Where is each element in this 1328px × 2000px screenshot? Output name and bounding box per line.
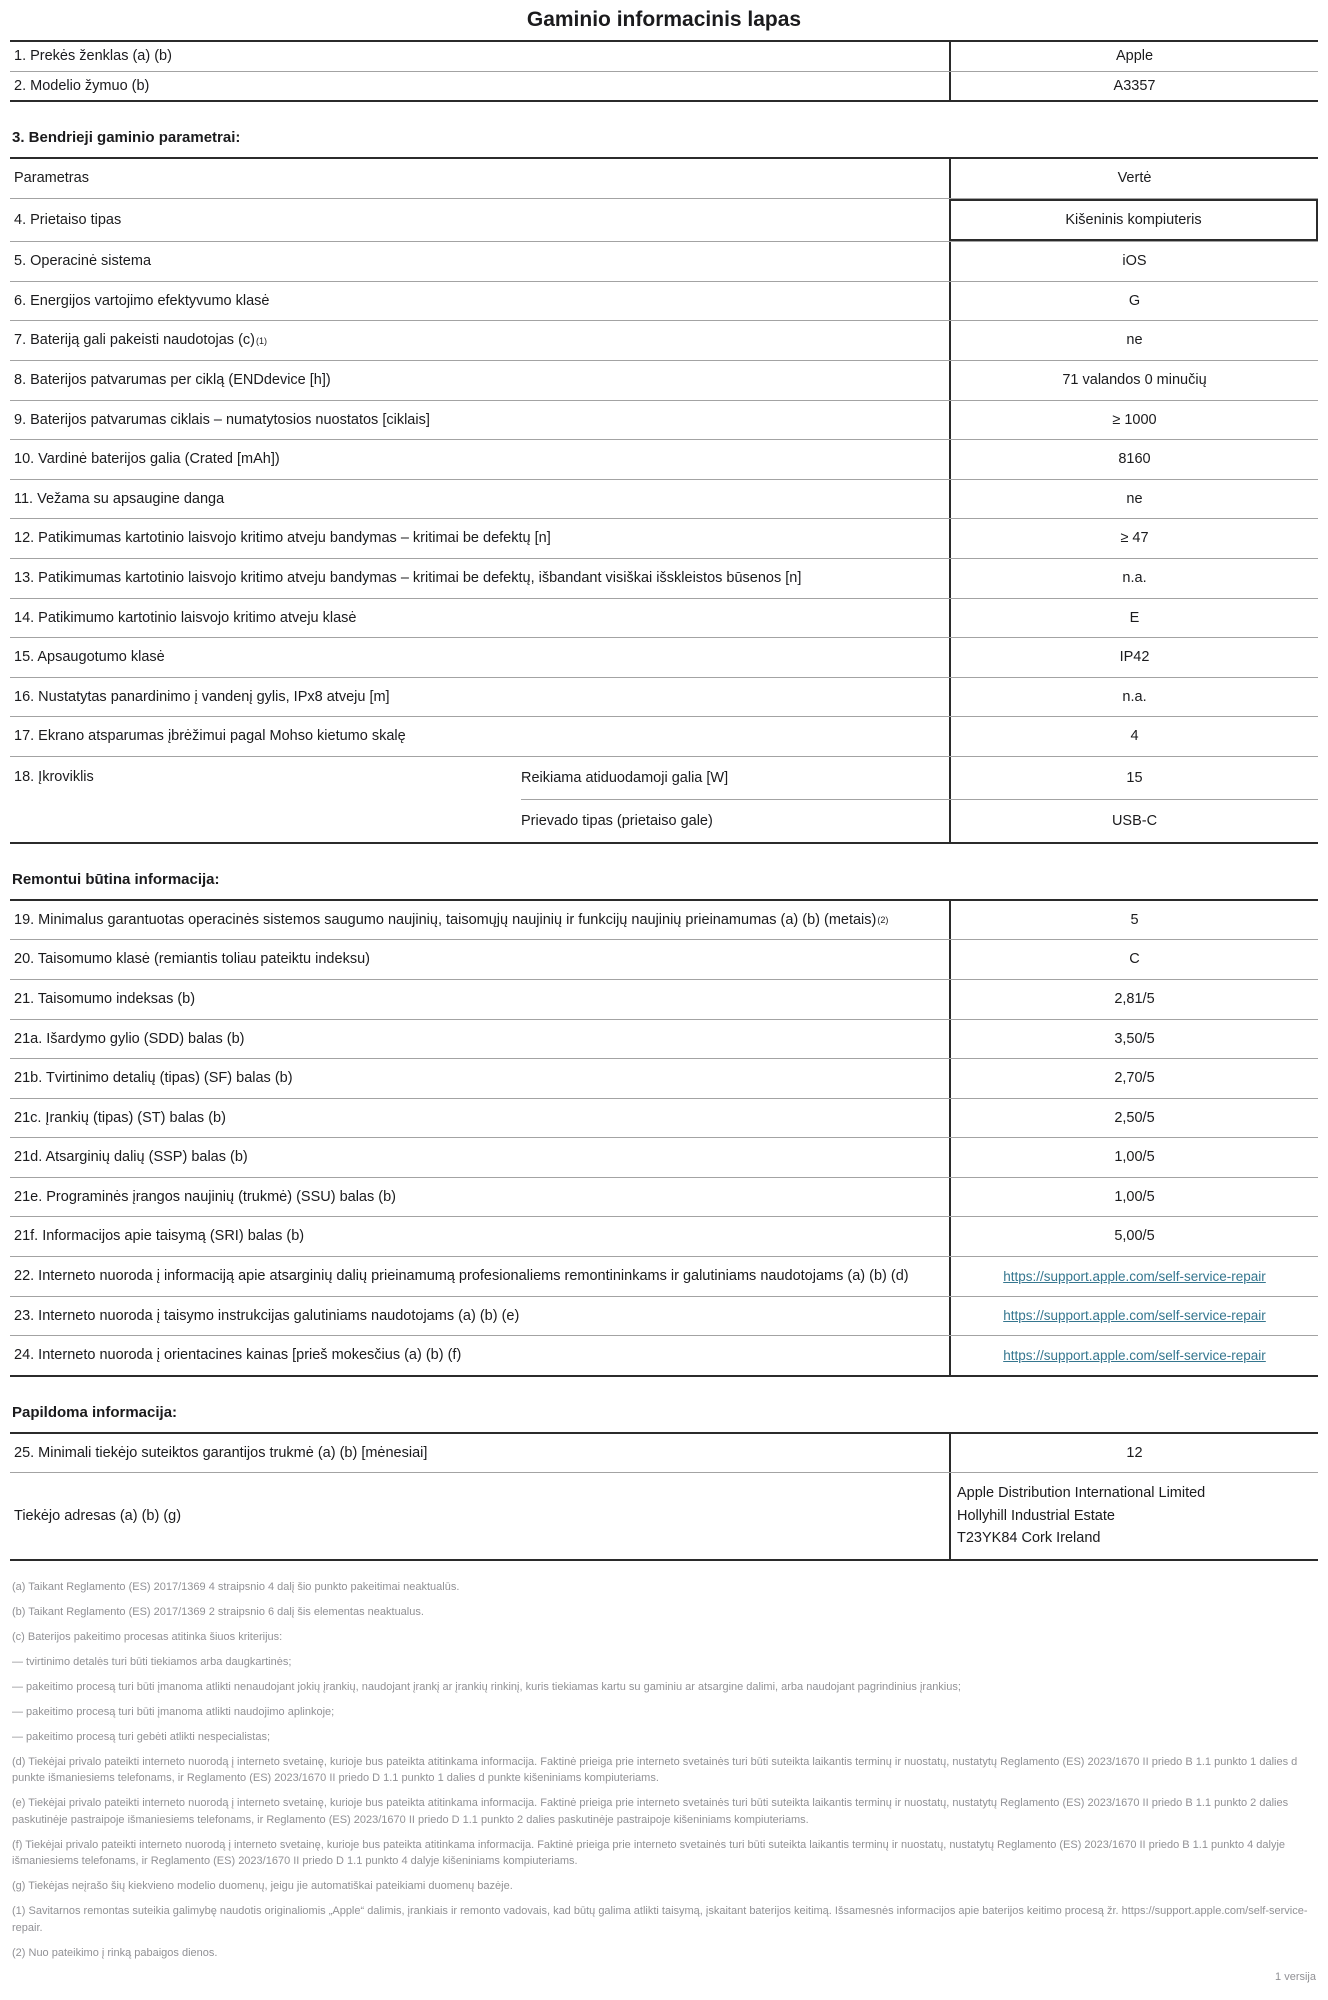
row-label: 10. Vardinė baterijos galia (Crated [mAh]) [14,451,280,468]
row-value: C [949,940,1318,979]
row-value: n.a. [949,678,1318,717]
row-value: A3357 [949,72,1318,101]
charger-subtable [521,757,1318,842]
row-value [949,1257,1318,1296]
row-label: 25. Minimali tiekėjo suteiktos garantijos trukmė (a) (b) [mėnesiai] [14,1444,428,1461]
table-row [10,400,1318,440]
footnote-criterion: — pakeitimo procesą turi būti įmanoma atlikti naudojimo aplinkoje; [12,1705,335,1718]
footnote: (c) Baterijos pakeitimo procesas atitinka šiuos kriterijus: [12,1630,283,1643]
charger-row [10,756,1318,842]
brand-model-table [10,40,1318,102]
row-label: 11. Vežama su apsaugine danga [14,490,225,507]
footnote: (d) Tiekėjai privalo pateikti interneto nuorodą į interneto svetainę, kurioje bus pateikta atitinkama informacija. Faktinė prieiga prie interneto svetainės turi būti suteikta laikantis terminų ir nuostatų, nustatytų Reglamento (ES) 2023/1670 II priedo B 1.1 punkto 1 dalies d punkte išmaniesiems telefonams, ir Reglamento (ES) 2023/1670 II priedo D 1.1 punkto 1 dalies d punkte kišeniniams kompiuteriams. [12,1755,1298,1785]
table-row [10,1472,1318,1558]
row-value: 5,00/5 [949,1217,1318,1256]
table-row [10,479,1318,519]
row-label: 19. Minimalus garantuotas operacinės sistemos saugumo naujinių, taisomųjų naujinių ir funkcijų naujinių prieinamumas (a) (b) (metais) (2) [10,901,949,940]
table-row [10,281,1318,321]
footnote: (b) Taikant Reglamento (ES) 2017/1369 2 straipsnio 6 dalį šis elementas neaktualus. [12,1605,424,1618]
footnote-criterion: — tvirtinimo detalės turi būti tiekiamos arba daugkartinės; [12,1655,292,1668]
table-row [10,558,1318,598]
row-value: n.a. [949,559,1318,598]
table-row [10,1058,1318,1098]
table-row [10,42,1318,71]
row-value: 2,50/5 [949,1099,1318,1138]
general-parameters-table [10,157,1318,844]
row-label: 4. Prietaiso tipas [14,211,122,228]
table-row [10,901,1318,940]
column-header-value: Vertė [949,159,1318,198]
row-label: 22. Interneto nuoroda į informaciją apie atsarginių dalių prieinamumą profesionaliems remontininkams ir galutiniams naudotojams (a) (b) (d) [14,1268,909,1285]
table-row [10,979,1318,1019]
footnote-criterion: — pakeitimo procesą turi būti įmanoma atlikti nenaudojant jokių įrankių, naudojant įrankį ar įrankių rinkinį, kuris tiekiamas kartu su gaminiu ar atsargine dalimi, arba naudojant pagrindinius įrankius; [12,1680,961,1693]
row-value: USB-C [949,800,1318,842]
version-label: 1 versija [1275,1971,1316,1984]
supplier-address [949,1473,1318,1558]
row-label: 15. Apsaugotumo klasė [14,649,165,666]
table-row [10,716,1318,756]
row-label: 21e. Programinės įrangos naujinių (trukmė) (SSU) balas (b) [14,1188,396,1205]
row-value: 2,81/5 [949,980,1318,1019]
footnote: (1) Savitarnos remontas suteikia galimybę naudotis originaliomis „Apple“ dalimis, įrankiais ir remonto vadovais, kad būtų galima atlikti taisymą, įskaitant baterijos keitimą. Išsamesnės informacijos apie baterijos keitimo procesą žr. https://support.apple.com/self-service-repair. [12,1905,1308,1934]
table-row [10,677,1318,717]
row-label: 7. Bateriją gali pakeisti naudotojas (c) (1) [10,321,949,360]
page-title: Gaminio informacinis lapas [526,8,802,31]
row-value: 5 [949,901,1318,940]
row-label: 21b. Tvirtinimo detalių (tipas) (SF) balas (b) [14,1070,293,1087]
self-service-repair-link[interactable]: https://support.apple.com/self-service-repair [1003,1347,1266,1363]
table-row [10,1335,1318,1375]
row-value: ne [949,321,1318,360]
footnote: (e) Tiekėjai privalo pateikti interneto nuorodą į interneto svetainę, kurioje bus pateikta atitinkama informacija. Faktinė prieiga prie interneto svetainės turi būti suteikta laikantis terminų ir nuostatų, nustatytų Reglamento (ES) 2023/1670 II priedo B 1.1 punkto 2 dalies paskutinėje pastraipoje išmaniesiems telefonams, ir Reglamento (ES) 2023/1670 II priedo D 1.1 punkto 2 dalies paskutinėje pastraipoje kišeniniams kompiuteriams. [12,1797,1289,1826]
row-value: 71 valandos 0 minučių [949,361,1318,400]
row-label: 17. Ekrano atsparumas įbrėžimui pagal Mohso kietumo skalę [14,728,406,745]
row-label: 8. Baterijos patvarumas per ciklą (ENDdevice [h]) [14,372,331,389]
row-value: 12 [949,1434,1318,1473]
row-value: ≥ 47 [949,519,1318,558]
row-value: 4 [949,717,1318,756]
row-label: 2. Modelio žymuo (b) [14,77,150,94]
row-label: 6. Energijos vartojimo efektyvumo klasė [14,292,270,309]
table-row [10,1216,1318,1256]
row-label: 1. Prekės ženklas (a) (b) [14,48,172,64]
table-row [521,757,1318,799]
row-label: 20. Taisomumo klasė (remiantis toliau pateiktu indeksu) [14,951,370,968]
row-label: 12. Patikimumas kartotinio laisvojo kritimo atveju bandymas – kritimai be defektų [n] [14,530,551,547]
row-value: ne [949,480,1318,519]
row-label: 9. Baterijos patvarumas ciklais – numatytosios nuostatos [ciklais] [14,411,430,428]
section-heading-additional-info: Papildoma informacija: [12,1403,178,1421]
row-label: 21d. Atsarginių dalių (SSP) balas (b) [14,1149,248,1166]
row-label: 18. Įkroviklis [14,768,94,785]
row-value: 8160 [949,440,1318,479]
row-sublabel: Prievado tipas (prietaiso gale) [521,812,713,829]
row-value: 2,70/5 [949,1059,1318,1098]
supplier-address-line: T23YK84 Cork Ireland [957,1530,1101,1547]
row-label: 24. Interneto nuoroda į orientacines kainas [prieš mokesčius (a) (b) (f) [14,1347,462,1364]
table-row [10,1098,1318,1138]
table-row [10,939,1318,979]
footnote: (a) Taikant Reglamento (ES) 2017/1369 4 straipsnio 4 dalį šio punkto pakeitimai neaktualūs. [12,1580,460,1593]
row-value: 3,50/5 [949,1020,1318,1059]
table-row [521,799,1318,842]
supplier-address-line: Hollyhill Industrial Estate [957,1507,1115,1524]
additional-info-table [10,1432,1318,1561]
table-row [10,1256,1318,1296]
table-row [10,1296,1318,1336]
row-label: 16. Nustatytas panardinimo į vandenį gylis, IPx8 atveju [m] [14,688,390,705]
row-label: 14. Patikimumo kartotinio laisvojo kritimo atveju klasė [14,609,357,626]
row-label: 13. Patikimumas kartotinio laisvojo kritimo atveju bandymas – kritimai be defektų, išbandant visiškai išskleistos būsenos [n] [14,569,802,586]
row-value: iOS [949,242,1318,281]
repair-info-table [10,899,1318,1377]
footnote: (2) Nuo pateikimo į rinką pabaigos dienos. [12,1946,218,1959]
row-label: Tiekėjo adresas (a) (b) (g) [14,1507,182,1524]
row-value [949,1336,1318,1375]
table-row [10,439,1318,479]
table-row [10,198,1318,242]
row-value: 1,00/5 [949,1138,1318,1177]
self-service-repair-link[interactable]: https://support.apple.com/self-service-repair [1003,1308,1266,1324]
row-label: 21. Taisomumo indeksas (b) [14,990,196,1007]
table-header-row [10,159,1318,198]
table-row [10,360,1318,400]
self-service-repair-link[interactable]: https://support.apple.com/self-service-repair [1003,1268,1266,1284]
row-value: IP42 [949,638,1318,677]
row-label-text: 19. Minimalus garantuotas operacinės sistemos saugumo naujinių, taisomųjų naujinių ir funkcijų naujinių prieinamumas (a) (b) (metais) [14,911,877,928]
row-value: G [949,282,1318,321]
table-row [10,637,1318,677]
table-row [10,71,1318,101]
table-row [10,241,1318,281]
footnote: (g) Tiekėjas neįrašo šių kiekvieno modelio duomenų, jeigu jie automatiškai pateikiami duomenų bazėje. [12,1880,513,1893]
row-value: 1,00/5 [949,1178,1318,1217]
row-value: Apple [949,42,1318,71]
row-label: 5. Operacinė sistema [14,253,152,270]
table-row [10,1177,1318,1217]
table-row [10,598,1318,638]
table-row [10,1434,1318,1473]
row-value: 15 [949,757,1318,799]
row-label-text: 7. Bateriją gali pakeisti naudotojas (c) [14,332,255,349]
supplier-address-line: Apple Distribution International Limited [957,1485,1206,1502]
row-label: 21f. Informacijos apie taisymą (SRI) balas (b) [14,1228,305,1245]
column-header-parameter: Parametras [14,170,89,187]
row-value [949,1297,1318,1336]
row-value: E [949,599,1318,638]
row-sublabel: Reikiama atiduodamoji galia [W] [521,769,729,786]
row-label: 23. Interneto nuoroda į taisymo instrukcijas galutiniams naudotojams (a) (b) (e) [14,1307,520,1324]
table-row [10,518,1318,558]
row-label: 21c. Įrankių (tipas) (ST) balas (b) [14,1109,226,1126]
row-value: Kišeninis kompiuteris [949,199,1318,242]
section-heading-general-parameters: 3. Bendrieji gaminio parametrai: [12,129,241,147]
footnote-criterion: — pakeitimo procesą turi gebėti atlikti nespecialistas; [12,1730,271,1743]
row-label: 21a. Išardymo gylio (SDD) balas (b) [14,1030,245,1047]
table-row [10,1137,1318,1177]
footnote: (f) Tiekėjai privalo pateikti interneto nuorodą į interneto svetainę, kurioje bus pateikta atitinkama informacija. Faktinė prieiga prie interneto svetainės turi būti suteikta laikantis terminų ir nuostatų, nustatytų Reglamento (ES) 2023/1670 II priedo B 1.1 punkto 4 dalyje išmaniesiems telefonams, ir Reglamento (ES) 2023/1670 II priedo D 1.1 punkto 4 dalyje kišeniniams kompiuteriams. [12,1838,1286,1868]
table-row [10,1019,1318,1059]
section-heading-repair-info: Remontui būtina informacija: [12,870,220,888]
row-value: ≥ 1000 [949,401,1318,440]
table-row [10,320,1318,360]
footnotes [10,1579,1318,1962]
